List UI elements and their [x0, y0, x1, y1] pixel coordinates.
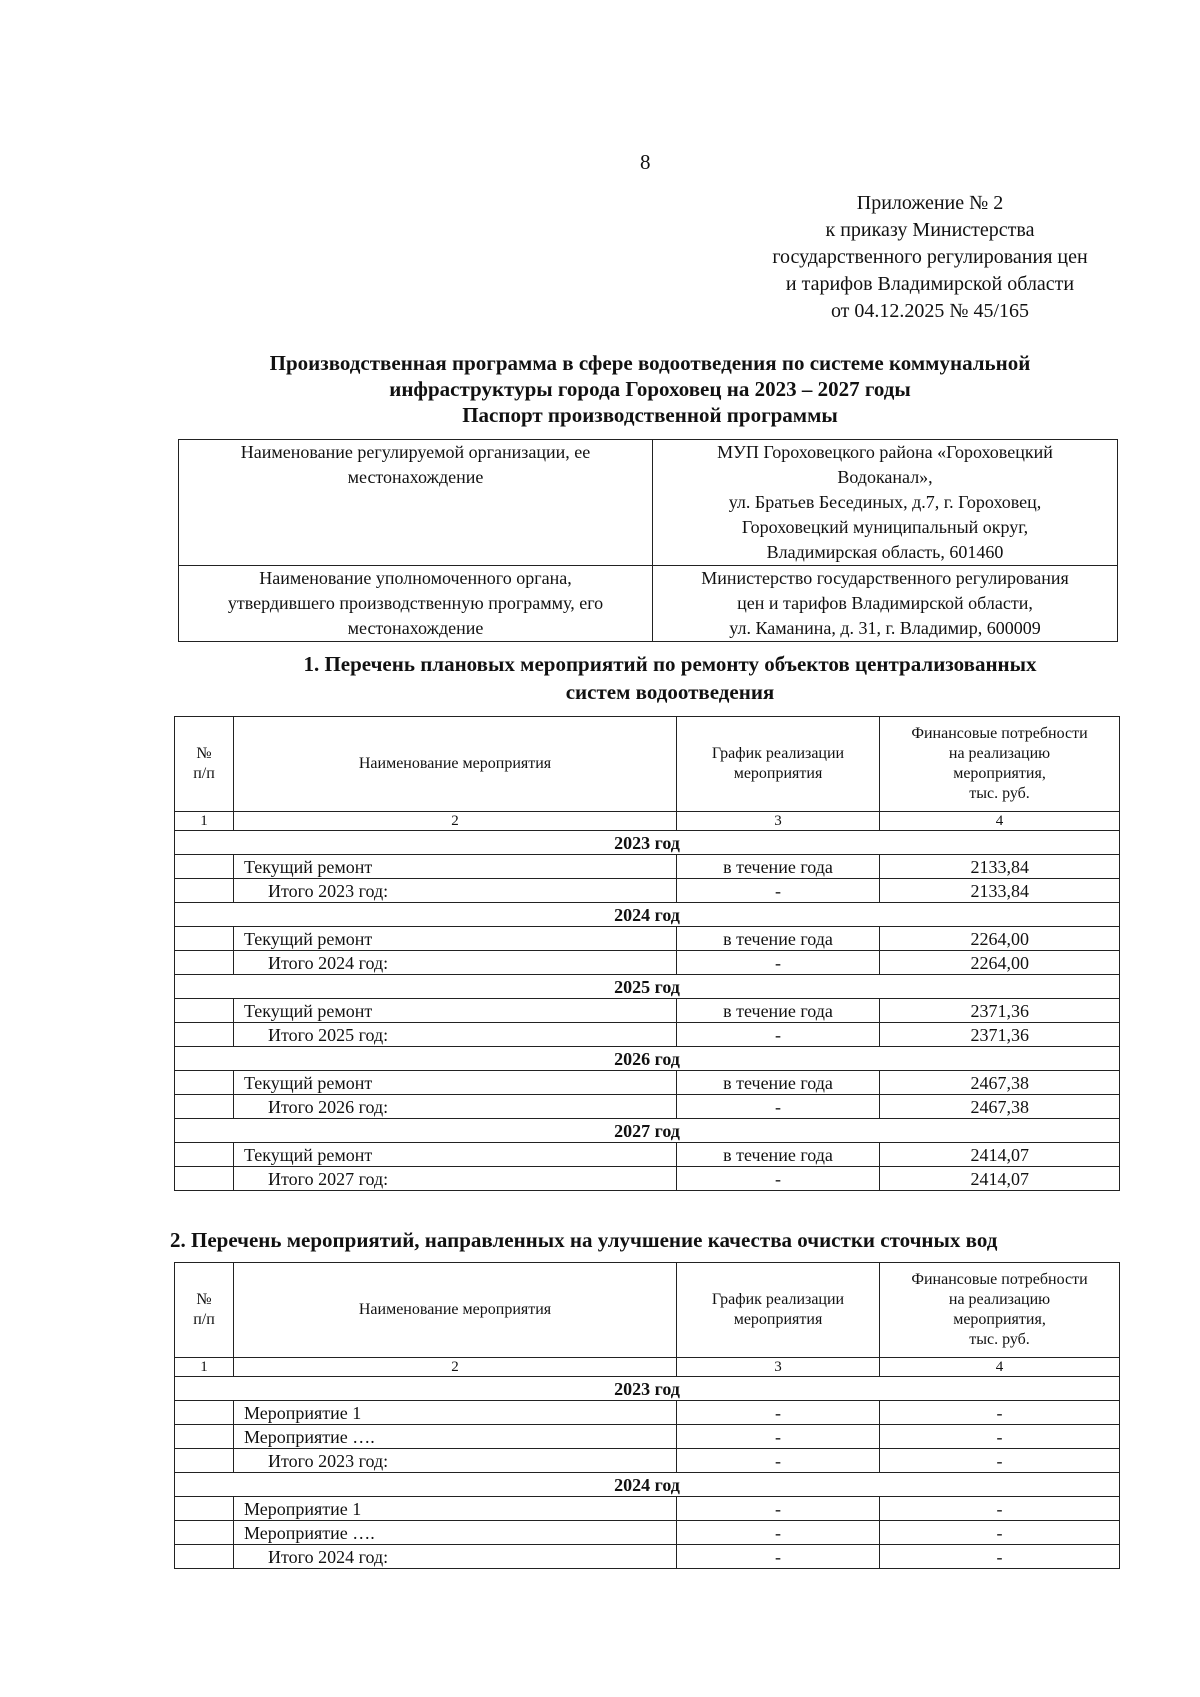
passport-table [178, 439, 1118, 642]
row-number [175, 1545, 234, 1569]
passport-label-cell [179, 566, 653, 642]
header-text: мероприятия [733, 765, 823, 782]
passport-value-line: МУП Гороховецкого района «Гороховецкий [717, 442, 1053, 462]
total-schedule: - [677, 1449, 880, 1473]
total-row [175, 951, 1120, 975]
year-row [175, 1119, 1120, 1143]
header-text: № [196, 1291, 212, 1308]
total-row [175, 879, 1120, 903]
measure-name: Мероприятие …. [234, 1521, 677, 1545]
header-text: График реализации [711, 1291, 845, 1308]
total-amount: 2371,36 [880, 1023, 1120, 1047]
table-row [175, 1071, 1120, 1095]
measure-name: Текущий ремонт [234, 1143, 677, 1167]
measure-schedule: в течение года [677, 855, 880, 879]
appendix-line: от 04.12.2025 № 45/165 [830, 300, 1030, 322]
passport-label-line: местонахождение [347, 467, 484, 487]
header-text: Наименование мероприятия [358, 1301, 552, 1318]
year-label: 2024 год [175, 1473, 1120, 1497]
appendix-line: Приложение № 2 [856, 192, 1004, 214]
header-row [175, 1263, 1120, 1358]
page-number: 8 [640, 150, 651, 174]
year-row [175, 903, 1120, 927]
year-label: 2025 год [175, 975, 1120, 999]
wastewater-quality-table [174, 1262, 1120, 1569]
year-row [175, 1047, 1120, 1071]
year-row [175, 1377, 1120, 1401]
table-row [175, 1143, 1120, 1167]
total-schedule: - [677, 1023, 880, 1047]
column-number: 2 [234, 1358, 677, 1377]
measure-name: Мероприятие 1 [234, 1401, 677, 1425]
column-number-row [175, 1358, 1120, 1377]
total-amount: 2414,07 [880, 1167, 1120, 1191]
total-label: Итого 2024 год: [234, 1545, 677, 1569]
section-title-line: систем водоотведения [565, 680, 775, 704]
header-finance [880, 717, 1120, 812]
total-schedule: - [677, 879, 880, 903]
passport-value-line: Министерство государственного регулирования [701, 568, 1069, 588]
appendix-block [740, 190, 1120, 325]
document-title [175, 350, 1125, 428]
passport-label-line: Наименование регулируемой организации, ее [240, 442, 591, 462]
header-text: Наименование мероприятия [358, 755, 552, 772]
column-number: 3 [677, 812, 880, 831]
header-schedule [677, 1263, 880, 1358]
header-text: мероприятия [733, 1311, 823, 1328]
header-text: Финансовые потребности [911, 1271, 1088, 1288]
table-row [175, 1425, 1120, 1449]
total-label: Итого 2027 год: [234, 1167, 677, 1191]
passport-value-line: ул. Каманина, д. 31, г. Владимир, 600009 [729, 618, 1041, 638]
column-number: 4 [880, 812, 1120, 831]
measure-amount: - [880, 1425, 1120, 1449]
appendix-line: к приказу Министерства [825, 219, 1035, 241]
total-row [175, 1449, 1120, 1473]
passport-label-cell [179, 440, 653, 566]
row-number [175, 999, 234, 1023]
row-number [175, 1425, 234, 1449]
passport-row [179, 566, 1118, 642]
measure-schedule: - [677, 1425, 880, 1449]
measure-name: Мероприятие …. [234, 1425, 677, 1449]
total-row [175, 1095, 1120, 1119]
year-label: 2026 год [175, 1047, 1120, 1071]
measure-schedule: - [677, 1521, 880, 1545]
measure-amount: - [880, 1521, 1120, 1545]
section-2-title: 2. Перечень мероприятий, направленных на улучшение качества очистки сточных вод [170, 1228, 998, 1252]
passport-value-line: ул. Братьев Бесединых, д.7, г. Гороховец, [728, 492, 1042, 512]
measure-amount: 2264,00 [880, 927, 1120, 951]
row-number [175, 1167, 234, 1191]
header-schedule [677, 717, 880, 812]
header-row [175, 717, 1120, 812]
measure-amount: 2467,38 [880, 1071, 1120, 1095]
passport-row [179, 440, 1118, 566]
measure-name: Текущий ремонт [234, 927, 677, 951]
total-schedule: - [677, 951, 880, 975]
measure-amount: - [880, 1401, 1120, 1425]
row-number [175, 1095, 234, 1119]
column-number-row [175, 812, 1120, 831]
total-row [175, 1545, 1120, 1569]
passport-label-line: утвердившего производственную программу, его [227, 593, 604, 613]
section-1-title [240, 650, 1100, 706]
header-text: на реализацию [948, 1291, 1051, 1308]
total-label: Итого 2023 год: [234, 1449, 677, 1473]
year-row [175, 831, 1120, 855]
header-text: Финансовые потребности [911, 725, 1088, 742]
passport-value-cell [653, 566, 1118, 642]
total-label: Итого 2023 год: [234, 879, 677, 903]
row-number [175, 1143, 234, 1167]
passport-value-line: Гороховецкий муниципальный округ, [741, 517, 1029, 537]
repair-measures-table [174, 716, 1120, 1191]
measure-schedule: в течение года [677, 927, 880, 951]
year-row [175, 1473, 1120, 1497]
passport-value-cell [653, 440, 1118, 566]
total-schedule: - [677, 1167, 880, 1191]
column-number: 2 [234, 812, 677, 831]
year-row [175, 975, 1120, 999]
row-number [175, 927, 234, 951]
row-number [175, 1401, 234, 1425]
column-number: 4 [880, 1358, 1120, 1377]
table-row [175, 927, 1120, 951]
measure-schedule: в течение года [677, 1143, 880, 1167]
row-number [175, 879, 234, 903]
row-number [175, 1023, 234, 1047]
year-label: 2027 год [175, 1119, 1120, 1143]
title-line: инфраструктуры города Гороховец на 2023 – 2027 годы [389, 377, 911, 401]
total-amount: - [880, 1449, 1120, 1473]
total-amount: 2133,84 [880, 879, 1120, 903]
measure-name: Текущий ремонт [234, 1071, 677, 1095]
passport-value-line: Водоканал», [837, 467, 933, 487]
section-title-line: 1. Перечень плановых мероприятий по ремонту объектов централизованных [303, 652, 1037, 676]
measure-schedule: в течение года [677, 1071, 880, 1095]
total-row [175, 1167, 1120, 1191]
total-amount: 2264,00 [880, 951, 1120, 975]
measure-name: Текущий ремонт [234, 999, 677, 1023]
passport-value-line: цен и тарифов Владимирской области, [737, 593, 1033, 613]
header-text: тыс. руб. [969, 1331, 1030, 1348]
table-row [175, 1497, 1120, 1521]
total-schedule: - [677, 1545, 880, 1569]
row-number [175, 951, 234, 975]
measure-schedule: в течение года [677, 999, 880, 1023]
total-label: Итого 2026 год: [234, 1095, 677, 1119]
year-label: 2023 год [175, 831, 1120, 855]
column-number: 1 [175, 1358, 234, 1377]
passport-value-line: Владимирская область, 601460 [766, 542, 1004, 562]
header-text: п/п [193, 765, 215, 782]
header-name [234, 717, 677, 812]
total-schedule: - [677, 1095, 880, 1119]
header-text: мероприятия, [953, 1311, 1046, 1328]
measure-amount: 2414,07 [880, 1143, 1120, 1167]
total-label: Итого 2025 год: [234, 1023, 677, 1047]
table-row [175, 1401, 1120, 1425]
header-text: тыс. руб. [969, 785, 1030, 802]
header-text: на реализацию [948, 745, 1051, 762]
year-label: 2023 год [175, 1377, 1120, 1401]
total-amount: 2467,38 [880, 1095, 1120, 1119]
total-label: Итого 2024 год: [234, 951, 677, 975]
measure-schedule: - [677, 1401, 880, 1425]
measure-schedule: - [677, 1497, 880, 1521]
row-number [175, 1071, 234, 1095]
header-text: п/п [193, 1311, 215, 1328]
row-number [175, 855, 234, 879]
appendix-line: государственного регулирования цен [772, 246, 1088, 268]
year-label: 2024 год [175, 903, 1120, 927]
row-number [175, 1521, 234, 1545]
appendix-line: и тарифов Владимирской области [785, 273, 1075, 295]
title-line: Паспорт производственной программы [462, 403, 838, 427]
table-row [175, 1521, 1120, 1545]
passport-label-line: Наименование уполномоченного органа, [259, 568, 572, 588]
row-number [175, 1449, 234, 1473]
row-number [175, 1497, 234, 1521]
header-num [175, 717, 234, 812]
total-row [175, 1023, 1120, 1047]
header-finance [880, 1263, 1120, 1358]
header-text: График реализации [711, 745, 845, 762]
column-number: 1 [175, 812, 234, 831]
table-row [175, 999, 1120, 1023]
header-text: мероприятия, [953, 765, 1046, 782]
table-row [175, 855, 1120, 879]
header-num [175, 1263, 234, 1358]
measure-amount: 2133,84 [880, 855, 1120, 879]
total-amount: - [880, 1545, 1120, 1569]
measure-amount: - [880, 1497, 1120, 1521]
column-number: 3 [677, 1358, 880, 1377]
measure-name: Текущий ремонт [234, 855, 677, 879]
header-name [234, 1263, 677, 1358]
measure-name: Мероприятие 1 [234, 1497, 677, 1521]
passport-label-line: местонахождение [347, 618, 484, 638]
title-line: Производственная программа в сфере водоотведения по системе коммунальной [269, 351, 1031, 375]
header-text: № [196, 745, 212, 762]
measure-amount: 2371,36 [880, 999, 1120, 1023]
